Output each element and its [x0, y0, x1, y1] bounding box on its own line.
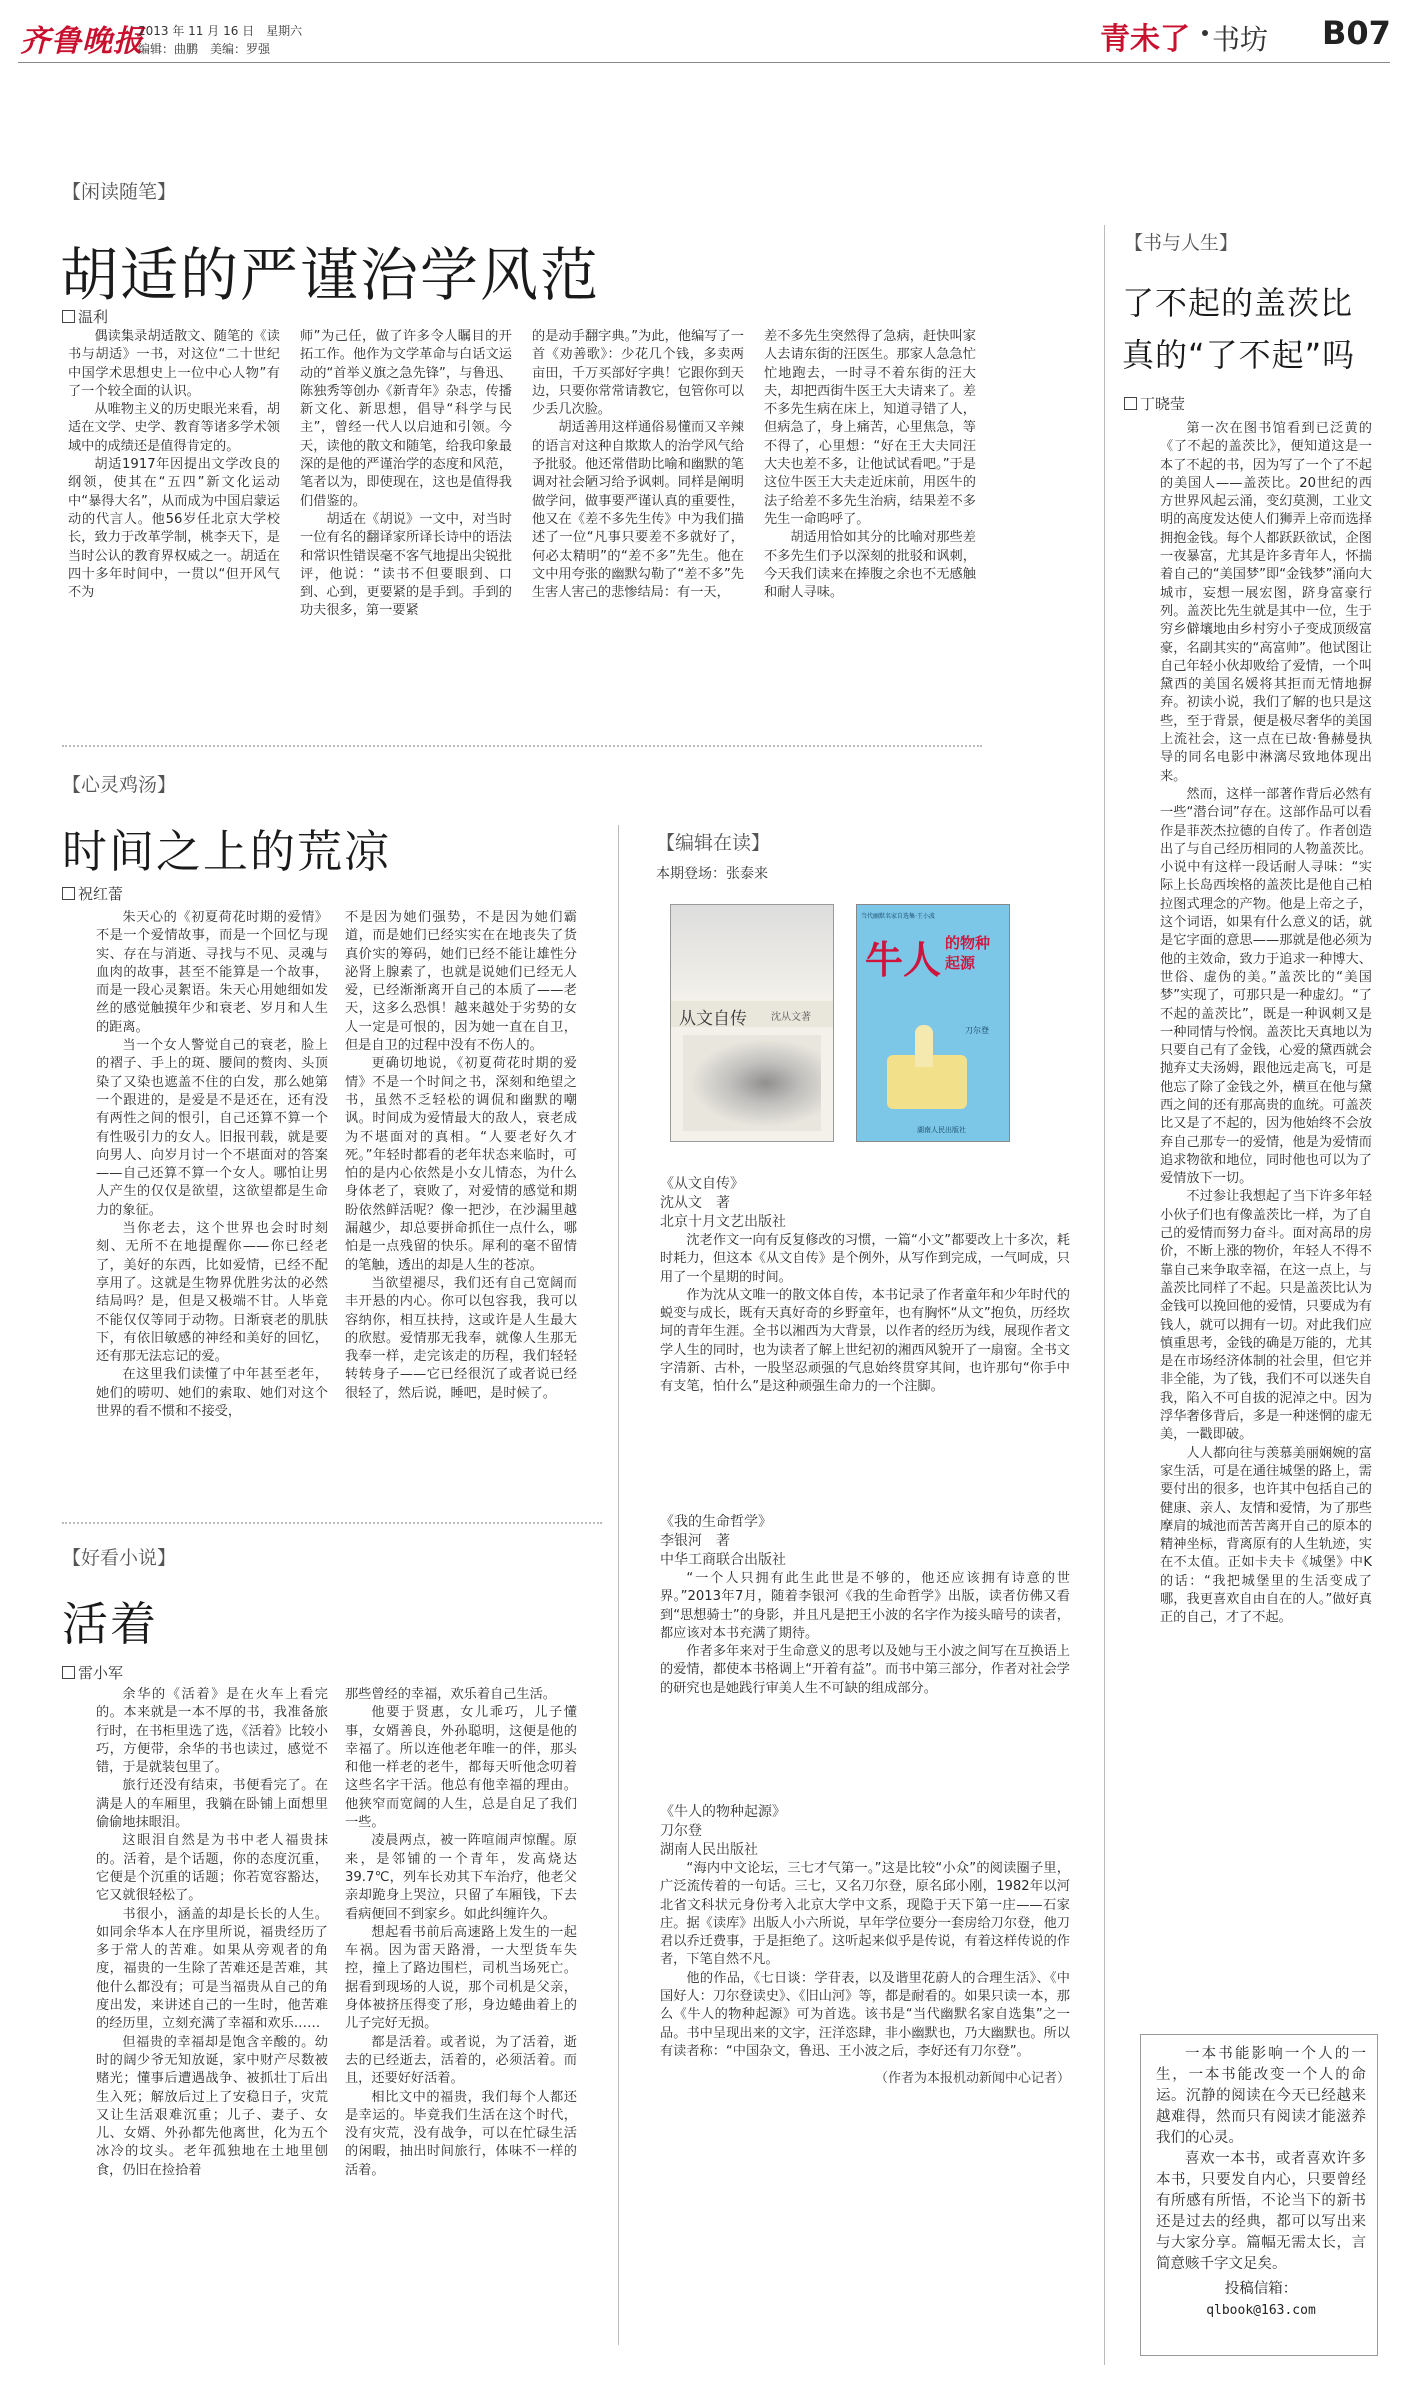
book-author: 刀尔登: [660, 1823, 702, 1839]
paragraph: “一个人只拥有此生此世是不够的，他还应该拥有诗意的世界。”2013年7月，随着李银河《我的生命哲学》出版，读者仿佛又看到“思想骑士”的身影，并且凡是把王小波的名字作为接头暗号的读者，都应该对本书充满了期待。: [660, 1571, 1070, 1641]
article2-author: 祝红蕾: [62, 883, 123, 904]
book-publisher: 中华工商联合出版社: [660, 1552, 786, 1568]
paragraph: 然而，这样一部著作背后必然有一些“潜台词”存在。这部作品可以看作是菲茨杰拉德的自传了。作者创造出了与自己经历相同的人物盖茨比。小说中有这样一段话耐人寻味：“实际上长岛西埃格的盖茨比是他自己柏拉图式理念的产物。他是上帝之子，这个词语，如果有什么意义的话，就是它字面的意思——那就是他必须为他的主效命，致力于追求一种博大、世俗、虚伪的美。”盖茨比的“美国梦”实现了，可那只是一种虚幻。“了不起的盖茨比”，既是一种讽刺又是一种同情与怜悯。盖茨比天真地以为只要自己有了金钱，心爱的黛西就会抛弃丈夫汤姆，跟他远走高飞，可是他忘了除了金钱之外，横亘在他与黛西之间的还有那高贵的血统。可盖茨比又是了不起的，因为他始终不会放弃自己那专一的爱情，他是为爱情而追求物欲和地位，同时他也可以为了爱情放下一切。: [1160, 786, 1372, 1187]
cover-author: 刀尔登: [965, 1026, 989, 1035]
paragraph: 想起看书前后高速路上发生的一起车祸。因为雷天路滑，一大型货车失控，撞上了路边围栏，司机当场死亡。据看到现场的人说，那个司机是父亲，身体被挤压得变了形，身边蜷曲着上的儿子完好无损。: [345, 1924, 577, 2032]
author-note: （作者为本报机动新闻中心记者）: [874, 2071, 1070, 2087]
paragraph: 余华的《活着》是在火车上看完的。本来就是一本不厚的书，我准备旅行时，在书柜里选了选，《活着》比较小巧，方便带，余华的书也读过，感觉不错，于是就装包里了。: [96, 1687, 328, 1776]
paragraph: 一本书能影响一个人的一生，一本书能改变一个人的命运。沉静的阅读在今天已经越来越难得，然而只有阅读才能滋养我们的心灵。: [1156, 2046, 1366, 2146]
paragraph: 胡适用恰如其分的比喻对那些差不多先生们予以深刻的批驳和讽刺，今天我们读来在捧腹之余也不无感触和耐人寻味。: [764, 530, 976, 601]
article1-author: 温利: [62, 306, 108, 327]
paragraph: 胡适善用这样通俗易懂而又辛辣的语言对这种自欺欺人的治学风气给予批驳。他还常借助比喻和幽默的笔调对社会陋习给予讽刺。同样是阐明做学问，做事要严谨认真的重要性，他又在《差不多先生传》中为我们描述了一位“凡事只要差不多就好了，何必太精明”的“差不多”先生。他在文中用夸张的幽默勾勒了“差不多”先生害人害己的悲惨结局：有一天，: [532, 420, 744, 601]
article1-col4: [764, 328, 976, 711]
email-link[interactable]: qlbook@163.com: [1206, 2303, 1316, 2318]
article3-col2: [345, 1686, 577, 2351]
issue-date: 2013 年 11 月 16 日 星期六: [138, 24, 303, 38]
article4-title-line1: 了不起的盖茨比: [1122, 284, 1354, 322]
paragraph: 朱天心的《初夏荷花时期的爱情》不是一个爱情故事，而是一个回忆与现实、存在与消逝、寻找与不见、灵魂与血肉的故事，甚至不能算是一个故事，而是一段心灵絮语。朱天心用她细如发丝的感觉触摸年少和衰老、岁月和人生的距离。: [96, 910, 328, 1035]
paragraph: 当一个女人警觉自己的衰老，脸上的褶子、手上的斑、腰间的赘肉、头顶染了又染也遮盖不住的白发，那么她第一个跟进的，是爱是不是还在，还有没有两性之间的恨引，自己还算不算一个有性吸引力的女人。旧报刊载，就是要向男人、向岁月讨一个不堪面对的答案——自己还算不算一个女人。哪怕让男人产生的仅仅是欲望，这欲望都是生命力的象征。: [96, 1038, 328, 1218]
article2-col2: [345, 909, 577, 1486]
paragraph: 从唯物主义的历史眼光来看，胡适在文学、史学、教育等诸多学术领域中的成绩还是值得肯定的。: [68, 402, 280, 454]
paragraph: 喜欢一本书，或者喜欢许多本书，只要发自内心，只要曾经有所感有所悟，不论当下的新书还是过去的经典，都可以写出来与大家分享。篇幅无需太长，言简意赅千字文足矣。: [1156, 2151, 1366, 2272]
book-cover-congwen: [670, 904, 834, 1142]
book-title: 《从文自传》: [660, 1176, 744, 1192]
page-number: B07: [1322, 14, 1391, 52]
paragraph: 旅行还没有结束，书便看完了。在满是人的车厢里，我躺在卧铺上面想里偷偷地抹眼泪。: [96, 1778, 328, 1831]
paragraph: 凌晨两点，被一阵喧闹声惊醒。原来，是邻铺的一个青年，发高烧达39.7℃，列车长劝其下车治疗，他老父亲却跪身上哭泣，只留了车厢钱，下去看病便回不到家乡。如此纠缠许久。: [345, 1833, 577, 1922]
paragraph: 相比文中的福贵，我们每个人都还是幸运的。毕竟我们生活在这个时代，没有灾荒，没有战争，可以在忙碌生活的闲暇，抽出时间旅行，体味不一样的活着。: [345, 2089, 577, 2178]
paragraph: 这眼泪自然是为书中老人福贵抹的。活着，是个话题，你的态度沉重，它便是个沉重的话题；你若宽容豁达，它又就很轻松了。: [96, 1833, 328, 1904]
paragraph: 人人都向往与羡慕美丽娴婉的富家生活，可是在通往城堡的路上，需要付出的很多，也许其中包括自己的健康、亲人、友情和爱情，为了那些摩肩的城池而苦苦离开自己的原本的精神坐标，背离原有的人生轨迹，实在不太值。正如卡夫卡《城堡》中K的话：“我把城堡里的生活变成了哪，我更喜欢自由自在的人。”做好真正的自己，才了不起。: [1160, 1445, 1372, 1626]
article3-author: 雷小军: [62, 1662, 123, 1683]
book-author: 沈从文 著: [660, 1195, 730, 1211]
paragraph: 偶读集录胡适散文、随笔的《读书与胡适》一书，对这位“二十世纪中国学术思想史上一位中心人物”有了一个较全面的认识。: [68, 329, 280, 399]
paragraph: 不过参让我想起了当下许多年轻小伙子们也有像盖茨比一样，为了自己的爱情而努力奋斗。面对高昂的房价，不断上涨的物价，年轻人不得不靠自己来争取幸福，在这一点上，与盖茨比同样了不起。只是盖茨比认为金钱可以挽回他的爱情，只要成为有钱人，就可以拥有一切。对此我们应慎重思考，金钱的确是万能的，尤其是在市场经济体制的社会里，但它并非全能，为了钱，我们不可以迷失自我，陷入不可自拔的泥淖之中。因为浮华奢侈背后，多是一种迷惘的虚无美，一戳即破。: [1160, 1189, 1372, 1443]
cover-series: 当代幽默名家自选集·王小波: [861, 913, 935, 920]
editor-picks-tag: 【编辑在读】: [656, 832, 771, 854]
paragraph: 更确切地说，《初夏荷花时期的爱情》不是一个时间之书，深刻和绝望之书，虽然不乏轻松的调侃和幽默的嘲讽。时间成为爱情最大的敌人，衰老成为不堪面对的真相。“人要老好久才死。”年轻时都看的老年状态来临时，可怕的是内心依然是小女儿情态，为什么身体老了，衰败了，对爱情的感觉和期盼依然鲜活呢？像一把沙，在沙漏里越漏越少，却总要拼命抓住一点什么，哪怕是一点残留的快乐。犀利的毫不留情的笔触，透出的却是人生的苍凉。: [345, 1056, 577, 1273]
middle-divider: [618, 825, 619, 2345]
cover-small-title: 的物种起源: [945, 934, 991, 972]
article1-tag: 【闲读随笔】: [62, 181, 177, 203]
masthead-rule: [18, 62, 1390, 63]
book-publisher: 北京十月文艺出版社: [660, 1214, 786, 1230]
paragraph: 他的作品，《七日谈：学苷表，以及谐里花蔚人的合理生活》、《中国好人：刀尔登读史》、《旧山河》等，都是耐看的。如果只读一本，那么《牛人的物种起源》可为首选。该书是“当代幽默名家自选集”之一品。书中呈现出来的文字，汪洋恣肆，非小幽默也，乃大幽默也。所以有读者称：“中国杂文，鲁迅、王小波之后，李好还有刀尔登”。: [660, 1970, 1070, 2059]
article3-title: 活着: [62, 1597, 158, 1651]
article2-col1: [96, 909, 328, 1486]
right-column-divider: [1104, 225, 1105, 2365]
email-line: [1156, 2279, 1366, 2321]
book-title: 《牛人的物种起源》: [660, 1804, 786, 1820]
paragraph: 师”为己任，做了许多令人瞩目的开拓工作。他作为文学革命与白话文运动的“首举义旗之急先锋”，与鲁迅、陈独秀等创办《新青年》杂志，传播新文化、新思想，倡导“科学与民主”，曾经一代人以启迪和引领。今天，读他的散文和随笔，给我印象最深的是他的严谨治学的态度和风范，笔者以为，即使现在，这也是值得我们借鉴的。: [300, 329, 512, 509]
book-cover-niuren: [856, 904, 1010, 1142]
paragraph: 作者多年来对于生命意义的思考以及她与王小波之间写在互换语上的爱情，都使本书格调上“开着有益”。而书中第三部分，作者对社会学的研究也是她践行审美人生不可缺的组成部分。: [660, 1644, 1070, 1696]
editors-line: 编辑：曲鹏 美编：罗强: [138, 42, 271, 56]
article4-title-line2: 真的“了不起”吗: [1122, 336, 1356, 374]
book-item-2: [660, 1513, 1070, 1698]
paragraph: 不是因为她们强势，不是因为她们霸道，而是她们已经实实在在地丧失了货真价实的筹码，她们已经不能让雄性分泌肾上腺素了，也就是说她们已经无人爱，已经渐渐离开自己的本质了——老天，这多么恐惧！越来越处于劣势的女人一定是可恨的，因为她一直在自卫，但是自卫的过程中没有不伤人的。: [345, 910, 577, 1054]
book-title: 《我的生命哲学》: [660, 1514, 772, 1530]
cover-illustration-figure: [915, 1025, 933, 1067]
newspaper-logo: 齐鲁晚报: [20, 24, 144, 59]
book-author: 李银河 著: [660, 1533, 730, 1549]
book-publisher: 湖南人民出版社: [660, 1842, 758, 1858]
article1-col1: [68, 328, 280, 711]
paragraph: 差不多先生突然得了急病，赶快叫家人去请东街的汪医生。那家人急急忙忙地跑去，一时寻不着东街的汪大夫，却把西街牛医王大夫请来了。差不多先生病在床上，知道寻错了人，但病急了，身上痛苦，心里焦急，等不得了，心里想：“好在王大夫同汪大夫也差不多，让他试试看吧。”于是这位牛医王大夫走近床前，用医牛的法子给差不多先生治病，结果差不多先生一命呜呼了。: [764, 329, 976, 527]
paragraph: 当欲望褪尽，我们还有自己宽阔而丰开悬的内心。你可以包容我，我可以容纳你，相互扶持，这或许是人生最大的欣慰。爱情那无我奉，就像人生那无我奉一样，走完该走的历程，我们轻轻转转身子——它已经很沉了或者说已经很轻了，然后说，睡吧，是时候了。: [345, 1275, 577, 1401]
paragraph: 都是活着。或者说，为了活着，逝去的已经逝去，活着的，必须活着。而且，还要好好活着。: [345, 2034, 577, 2087]
book-item-1: [660, 1175, 1070, 1397]
cover-big-title: 牛人: [865, 938, 942, 982]
paragraph: 的是动手翻字典。”为此，他编写了一首《劝善歌》：少花几个钱，多卖两亩田，千万买部好字典！它跟你到天边，只要你常常请教它，包管你可以少丢几次脸。: [532, 329, 744, 418]
article4-author: 丁晓莹: [1124, 393, 1185, 414]
paragraph: 他要于贤惠，女儿乖巧，儿子懂事，女婿善良，外孙聪明，这便是他的幸福了。所以连他老年唯一的伴，那头和他一样老的老牛，都每天听他念叨着这些名字干活。他总有他幸福的理由。他狭窄而宽阔的人生，总是自足了我们一些。: [345, 1705, 577, 1831]
paragraph: 在这里我们读懂了中年甚至老年，她们的唠叨、她们的索取、她们对这个世界的看不惯和不接受，: [96, 1367, 328, 1420]
article2-tag: 【心灵鸡汤】: [62, 774, 177, 796]
article3-tag: 【好看小说】: [62, 1547, 177, 1569]
paragraph: 第一次在图书馆看到已泛黄的《了不起的盖茨比》，便知道这是一本了不起的书，因为写了一个了不起的美国人——盖茨比。20世纪的西方世界风起云涌，变幻莫测，工业文明的高度发达使人们狮弄上帝而选择拥抱金钱。每个人都跃跃欲试，企图一夜暴富，尤其是许多青年人，怀揣着自己的“美国梦”即“金钱梦”涌向大城市，妄想一展宏图，跻身富豪行列。盖茨比先生就是其中一位，生于穷乡僻壤地由乡村穷小子变成顶级富豪，名副其实的“高富帅”。他试图让自己年轻小伙却败给了爱情，一个叫黛西的美国名媛将其拒而无情地摒弃。初读小说，我们了解的也只是这些，至于背景，便是极尽奢华的美国上流社会，这一点在已故·鲁赫曼执导的同名电影中淋漓尽致地体现出来。: [1160, 421, 1372, 784]
cover-author: 沈从文著: [771, 1012, 811, 1023]
cover-publisher: 湖南人民出版社: [917, 1126, 966, 1134]
paragraph: 作为沈从文唯一的散文体自传，本书记录了作者童年和少年时代的蜕变与成长，既有天真好奇的乡野童年，也有胸怀“从文”抱负，历经坎坷的青年生涯。全书以湘西为大背景，以作者的经历为线，展现作者文学人生的同时，也为读者了解上世纪初的湘西风貌开了一扇窗。全书文字清新、古朴，一股坚忍顽强的气息始终贯穿其间，也许那句“你手中有支笔，怕什么”是这种顽强生命力的一个注脚。: [660, 1287, 1070, 1395]
paragraph: 但福贵的幸福却是饱含辛酸的。幼时的阔少爷无知放诞，家中财产尽数被赌光；懂事后遭遇战争、被抓壮丁后出生入死；解放后过上了安稳日子，灾荒又让生活艰难沉重；儿子、妻子、女儿、女婿、外孙都先他离世，化为五个冰冷的坟头。老年孤独地在土地里刨食，仍旧在捡拾着: [96, 2034, 328, 2178]
email-label: 投稿信箱：: [1224, 2281, 1298, 2297]
subsection-name: 书坊: [1212, 23, 1269, 56]
cover-ink-wash: [671, 905, 833, 1001]
article4-body: [1160, 420, 1372, 2010]
article1-title: 胡适的严谨治学风范: [60, 241, 601, 309]
submission-box-text: [1156, 2044, 1366, 2352]
masthead: [0, 0, 1409, 60]
cover-ink-painting: [683, 1035, 821, 1131]
article4-tag: 【书与人生】: [1124, 232, 1239, 254]
editor-picks-editor: 本期登场：张泰来: [656, 866, 768, 882]
article3-col1: [96, 1686, 328, 2351]
cover-title: 从文自传: [679, 1009, 747, 1029]
paragraph: 胡适1917年因提出文学改良的纲领，使其在“五四”新文化运动中“暴得大名”，从而成为中国启蒙运动的代言人。他56岁任北京大学校长，致力于改革学制，桃李天下，是当时公认的教育界权威之一。胡适在四十多年时间中，一贯以“但开风气不为: [68, 457, 280, 601]
paragraph: 当你老去，这个世界也会时时刻刻、无所不在地提醒你——你已经老了，美好的东西，比如爱情，已经不配享用了。这就是生物界优胜劣汰的必然结局吗？是，但是又极端不甘。人毕竟不能仅仅等同于动物。日渐衰老的肌肤下，有依旧敏感的神经和美好的回忆，还有那无法忘记的爱。: [96, 1221, 328, 1365]
article2-bottom-rule: [62, 1522, 602, 1524]
section-dot: [1202, 30, 1208, 36]
article2-title: 时间之上的荒凉: [62, 825, 392, 878]
book-item-3: [660, 1803, 1070, 2086]
paragraph: 那些曾经的幸福，欢乐着自己生活。: [345, 1687, 556, 1702]
article1-col2: [300, 328, 512, 711]
paragraph: 胡适在《胡说》一文中，对当时一位有名的翻译家所译长诗中的语法和常识性错误毫不客气地提出尖锐批评，他说：“读书不但要眼到、口到、心到，更要紧的是手到。手到的功夫很多，第一要紧: [300, 511, 512, 619]
article1-bottom-rule: [62, 745, 982, 747]
article1-col3: [532, 328, 744, 711]
paragraph: 沈老作文一向有反复修改的习惯，一篇“小文”都要改上十多次，耗时耗力，但这本《从文自传》是个例外，从写作到完成，一气呵成，只用了一个星期的时间。: [660, 1233, 1070, 1285]
paragraph: “海内中文论坛，三七才气第一。”这是比较“小众”的阅读圈子里，广泛流传着的一句话。三七，又名刀尔登，原名邱小刚，1982年以河北省文科状元身份考入北京大学中文系，现隐于天下第一庄——石家庄。据《读库》出版人小六所说，早年学位要分一套房给刀尔登，他刀君以乔迁费事，于是拒绝了。这听起来似乎是传说，有着这样传说的作者，下笔自然不凡。: [660, 1861, 1070, 1968]
paragraph: 书很小，涵盖的却是长长的人生。如同余华本人在序里所说，福贵经历了多于常人的苦难。如果从旁观者的角度，福贵的一生除了苦难还是苦难，其他什么都没有；可是当福贵从自己的角度出发，来讲述自己的一生时，他苦难的经历里，立刻充满了幸福和欢乐……: [96, 1906, 328, 2032]
section-name: 青未了: [1100, 22, 1190, 57]
